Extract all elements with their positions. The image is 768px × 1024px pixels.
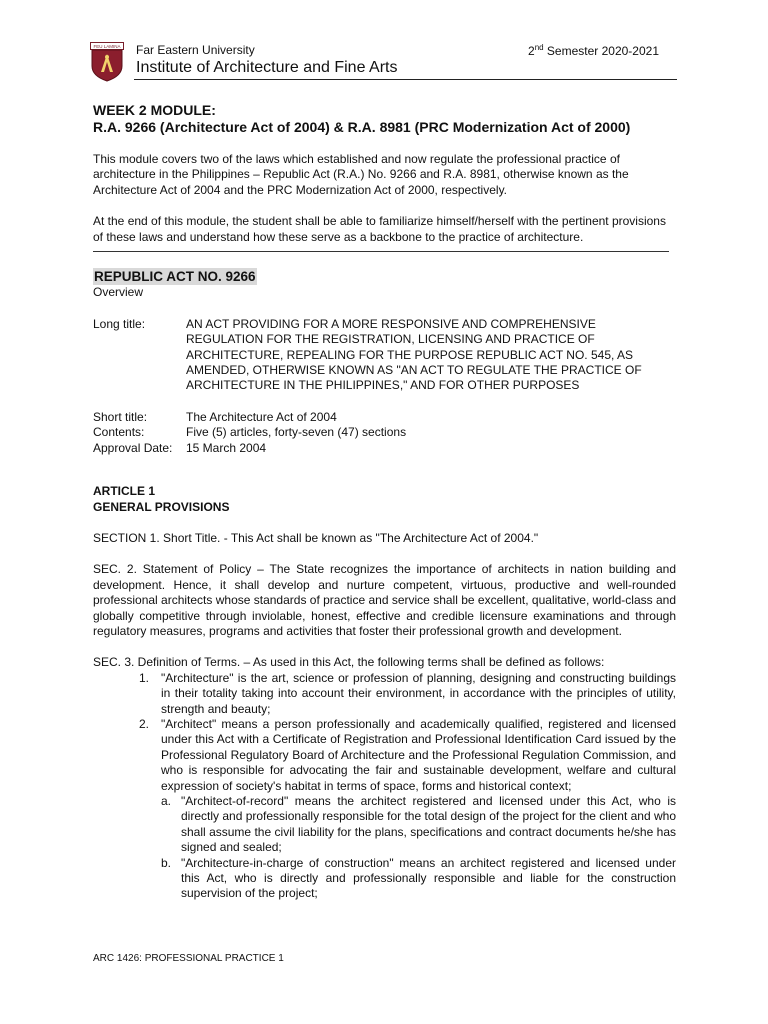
svg-text:FEU LAMINA: FEU LAMINA: [93, 44, 121, 49]
article-heading: ARTICLE 1: [93, 484, 156, 499]
long-title-value: AN ACT PROVIDING FOR A MORE RESPONSIVE AND COMPREHENSIVE REGULATION FOR THE REGISTRATION, LICENSING AND PRACTICE OF ARCHITECTURE, REPEALING FOR THE PURPOSE REPUBLIC ACT NO. 545, AS AMENDED, OTHERWISE KNOWN AS "AN ACT TO REGULATE THE PRACTICE OF ARCHITECTURE IN THE PHILIPPINES," AND FOR OTHER PURPOSES: [186, 316, 642, 393]
university-seal-icon: [90, 42, 124, 82]
approval-label: Approval Date:: [93, 440, 173, 455]
section-1: SECTION 1. Short Title. - This Act shall be known as "The Architecture Act of 2004.": [93, 530, 539, 545]
long-title-label: Long title:: [93, 316, 146, 331]
long-title-row: [93, 317, 676, 394]
contents-label: Contents:: [93, 425, 145, 440]
university-name: Far Eastern University: [136, 43, 255, 57]
module-subtitle: R.A. 9266 (Architecture Act of 2004) & R.A. 8981 (PRC Modernization Act of 2000): [93, 119, 631, 135]
intro-paragraph: This module covers two of the laws which established and now regulate the professional practice of architecture in the Philippines – Republic Act (R.A.) No. 9266 and R.A. 8981, otherwise known as the Architecture Act of 2004 and the PRC Modernization Act of 2000, respectively.: [93, 152, 629, 197]
sub-list-item: a. "Architect-of-record" means the architect registered and licensed under this Act, who is directly and professionally responsible for the total design of the project for the client and who shall assume the civil liability for the plans, specifications and contract documents he/she has signed and sealed;: [161, 794, 676, 855]
section-2: SEC. 2. Statement of Policy – The State recognizes the importance of architects in nation building and development. Hence, it shall develop and nurture competent, virtuous, productive and well-rounded professional architects whose standards of practice and service shall be excellent, qualitative, world-class and globally competitive through inviolable, honest, effective and credible licensure examinations and through regulatory measures, programs and activities that foster their professional growth and development.: [93, 562, 676, 638]
short-title-row: [93, 410, 676, 425]
short-title-value: The Architecture Act of 2004: [186, 409, 337, 424]
sub-list-item: b. "Architecture-in-charge of construction" means an architect registered and licensed under this Act, who is directly and professionally responsible and liable for the construction supervision of the project;: [161, 855, 676, 901]
article-subheading: GENERAL PROVISIONS: [93, 499, 230, 514]
institute-name: Institute of Architecture and Fine Arts: [136, 59, 398, 76]
republic-act-title: REPUBLIC ACT NO. 9266: [94, 269, 256, 285]
list-item: 1. "Architecture" is the art, science or profession of planning, designing and constructing buildings in their totality taking into account their environment, in accordance with the principles of utility, strength and beauty;: [139, 670, 676, 716]
list-item: 2. "Architect" means a person professionally and academically qualified, registered and licensed under this Act with a Certificate of Registration and Professional Identification Card issued by the Professional Regulatory Board of Architecture and the Professional Regulation Commission, and who is responsible for advocating the fair and sustainable development, welfare and cultural expression of society's habitat in terms of space, forms and historical context; a. "Architect-of-record" means the architect registered and licensed under this Act, who is directly and professionally responsible for the total design of the project for the client and who shall assume the civil liability for the plans, specifications and contract documents he/she has signed and sealed; b. "Architecture-in-charge of construction" means an architect registered and licensed under this Act, who is directly and professionally responsible and liable for the construction supervision of the project;: [139, 716, 676, 901]
short-title-label: Short title:: [93, 409, 148, 424]
contents-value: Five (5) articles, forty-seven (47) sections: [186, 425, 407, 440]
overview-label: Overview: [93, 285, 144, 300]
approval-value: 15 March 2004: [186, 440, 267, 455]
course-footer: ARC 1426: PROFESSIONAL PRACTICE 1: [93, 953, 284, 964]
module-content: [93, 102, 676, 902]
objective-paragraph: At the end of this module, the student shall be able to familiarize himself/herself with the pertinent provisions of these laws and understand how these serve as a backbone to the practice of architecture.: [93, 214, 666, 244]
header-divider: [134, 79, 677, 80]
section-3: SEC. 3. Definition of Terms. – As used in this Act, the following terms shall be defined as follows:: [93, 655, 605, 670]
contents-row: [93, 425, 676, 440]
approval-row: [93, 441, 676, 456]
semester-label: 2nd Semester 2020-2021: [528, 43, 659, 58]
module-week-heading: WEEK 2 MODULE:: [93, 102, 216, 118]
